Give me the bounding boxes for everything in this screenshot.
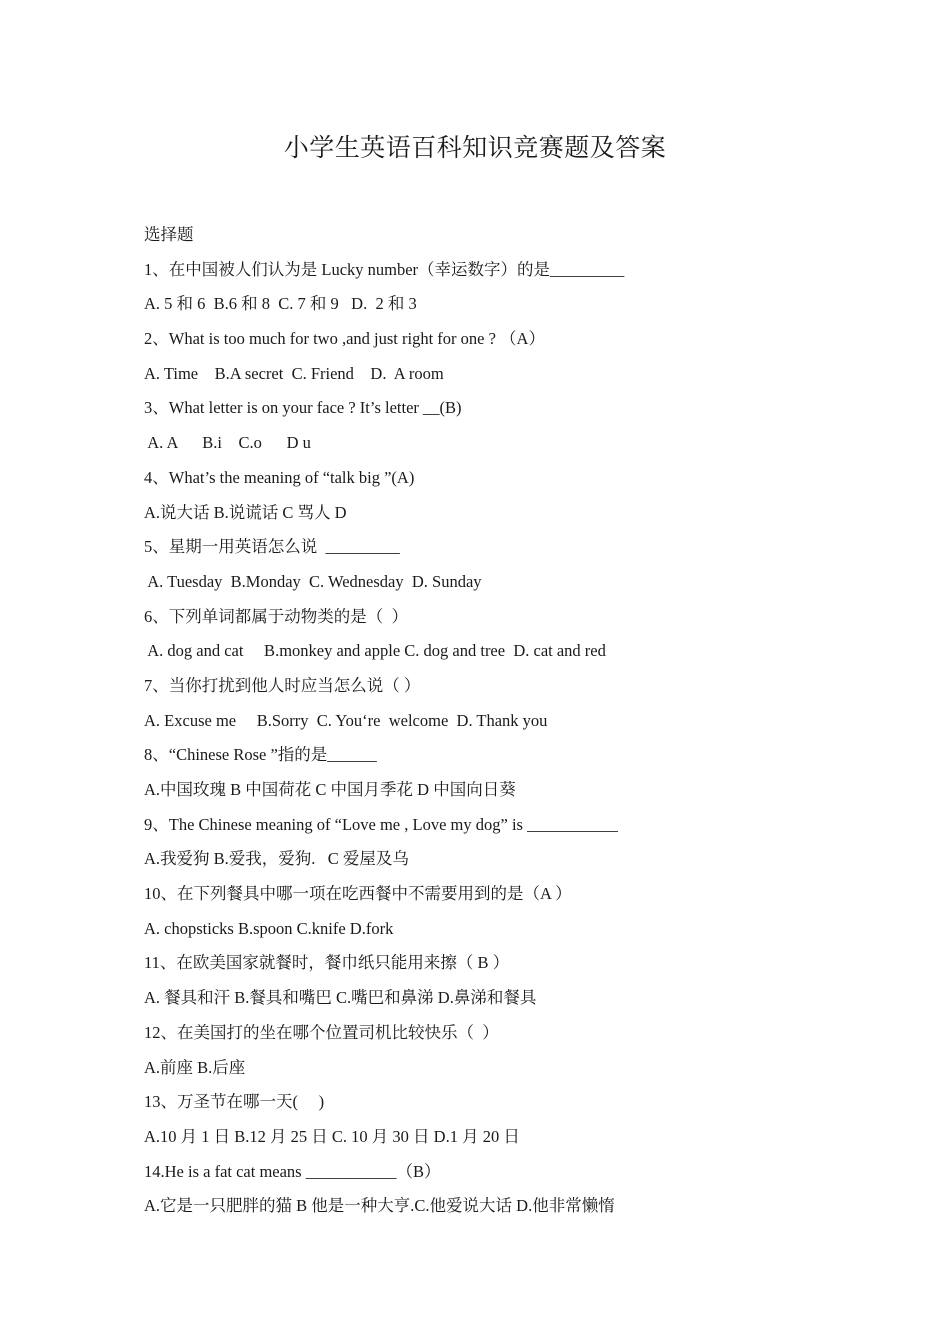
text-line: A.它是一只肥胖的猫 B 他是一种大亨.C.他爱说大话 D.他非常懒惰 bbox=[144, 1196, 615, 1216]
page-title: 小学生英语百科知识竞赛题及答案 bbox=[283, 135, 667, 162]
text-line: 13、万圣节在哪一天( ) bbox=[144, 1092, 325, 1112]
text-line: 5、星期一用英语怎么说 _________ bbox=[144, 537, 400, 557]
text-line: A.前座 B.后座 bbox=[144, 1057, 246, 1077]
text-line: 4、What’s the meaning of “talk big ”(A) bbox=[144, 467, 415, 487]
text-line: A. Time B.A secret C. Friend D. A room bbox=[144, 363, 444, 383]
text-line: 14.He is a fat cat means ___________（B） bbox=[144, 1161, 441, 1181]
text-line: A. dog and cat B.monkey and apple C. dog and tree D. cat and red bbox=[144, 641, 606, 661]
text-line: 3、What letter is on your face ? It’s letter __(B) bbox=[144, 398, 462, 418]
text-line: A.说大话 B.说谎话 C 骂人 D bbox=[144, 502, 347, 522]
text-line: A. 餐具和汗 B.餐具和嘴巴 C.嘴巴和鼻涕 D.鼻涕和餐具 bbox=[144, 988, 537, 1008]
text-line: A. Excuse me B.Sorry C. You‘re welcome D. Thank you bbox=[144, 710, 548, 730]
text-line: A. A B.i C.o D u bbox=[144, 433, 311, 453]
text-line: A. Tuesday B.Monday C. Wednesday D. Sunday bbox=[144, 571, 482, 591]
text-line: 8、“Chinese Rose ”指的是______ bbox=[144, 745, 377, 765]
text-line: A.我爱狗 B.爱我，爱狗. C 爱屋及乌 bbox=[144, 849, 409, 869]
text-line: A.10 月 1 日 B.12 月 25 日 C. 10 月 30 日 D.1 月 20 日 bbox=[144, 1126, 520, 1146]
text-line: 1、在中国被人们认为是 Lucky number（幸运数字）的是_________ bbox=[144, 259, 625, 279]
text-line: 10、在下列餐具中哪一项在吃西餐中不需要用到的是（A ） bbox=[144, 884, 572, 904]
question-list bbox=[144, 218, 864, 1224]
text-line: 11、在欧美国家就餐时，餐巾纸只能用来擦（ B ） bbox=[144, 953, 510, 973]
text-line: 12、在美国打的坐在哪个位置司机比较快乐（ ） bbox=[144, 1022, 499, 1042]
text-line: A. chopsticks B.spoon C.knife D.fork bbox=[144, 918, 394, 938]
text-line: A.中国玫瑰 B 中国荷花 C 中国月季花 D 中国向日葵 bbox=[144, 780, 516, 799]
text-line: 6、下列单词都属于动物类的是（ ） bbox=[144, 606, 408, 626]
text-line: 9、The Chinese meaning of “Love me , Love my dog” is ___________ bbox=[144, 814, 618, 834]
text-line: 2、What is too much for two ,and just right for one ? （A） bbox=[144, 329, 545, 349]
section-heading: 选择题 bbox=[144, 225, 194, 244]
text-line: A. 5 和 6 B.6 和 8 C. 7 和 9 D. 2 和 3 bbox=[144, 294, 417, 314]
text-line: 7、当你打扰到他人时应当怎么说（ ） bbox=[144, 675, 421, 695]
